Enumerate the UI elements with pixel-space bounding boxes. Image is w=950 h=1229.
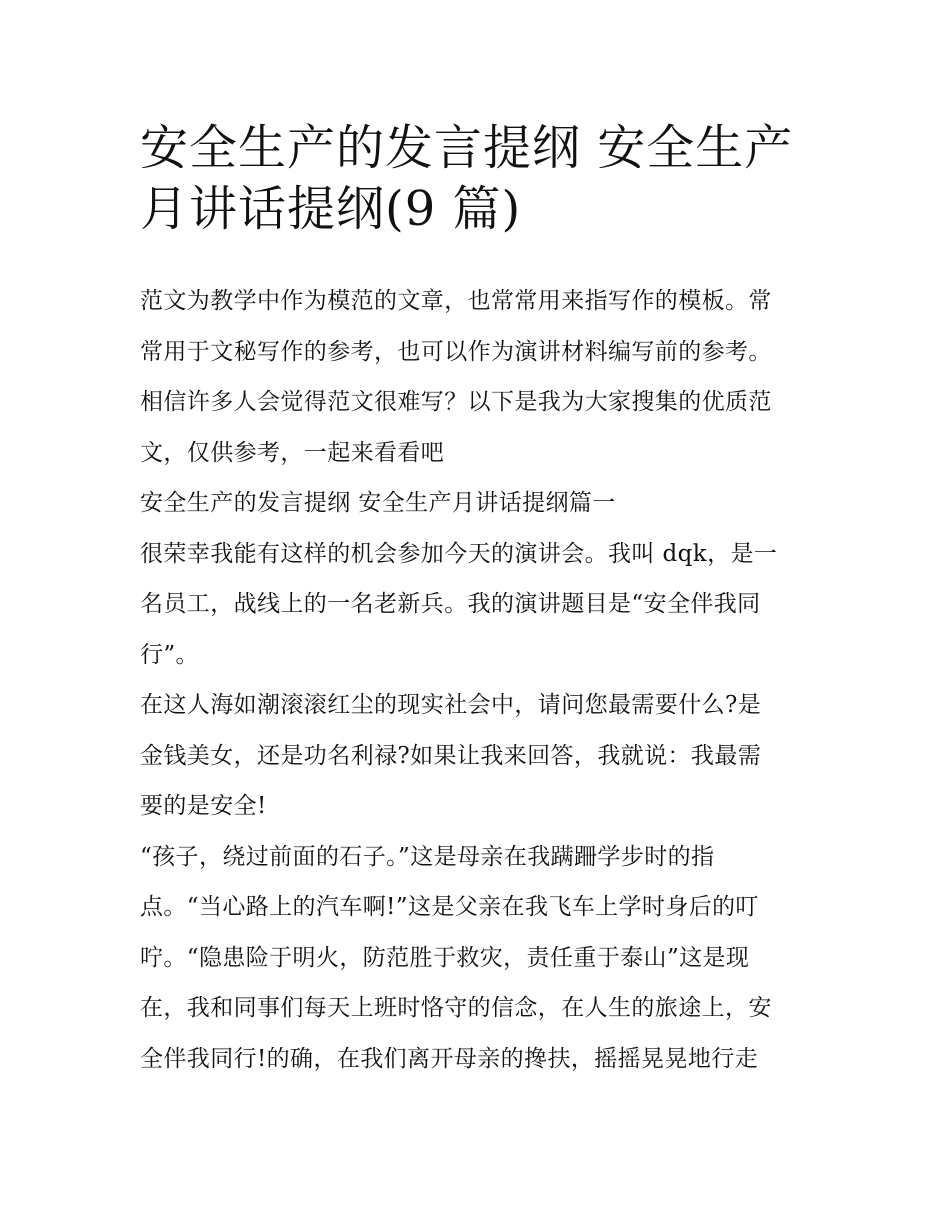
paragraph-line: 咛。“隐患险于明火，防范胜于救灾，责任重于泰山”这是现	[140, 944, 750, 971]
paragraph-line: 名员工，战线上的一名老新兵。我的演讲题目是“安全伴我同	[140, 591, 761, 617]
title-line-1: 安全生产的发言提纲 安全生产	[140, 120, 794, 176]
paragraph-line: 要的是安全!	[140, 793, 267, 819]
title-line-2: 月讲话提纲(9 篇)	[140, 181, 522, 237]
paragraph-line: 很荣幸我能有这样的机会参加今天的演讲会。我叫 dqk，是一	[140, 540, 778, 567]
intro-line-2: 常用于文秘写作的参考，也可以作为演讲材料编写前的参考。	[140, 338, 772, 365]
paragraph-line: 在这人海如潮滚滚红尘的现实社会中，请问您最需要什么?是	[140, 692, 762, 718]
document-title	[140, 118, 830, 240]
intro-line-3: 相信许多人会觉得范文很难写？以下是我为大家搜集的优质范	[140, 389, 772, 415]
paragraph-line: 点。“当心路上的汽车啊!”这是父亲在我飞车上学时身后的叮	[140, 894, 759, 920]
document-body	[140, 280, 830, 1088]
paragraph-line: 行”。	[140, 641, 199, 668]
intro-line-4: 文，仅供参考，一起来看看吧	[140, 439, 445, 466]
paragraph-line: 金钱美女，还是功名利禄?如果让我来回答，我就说：我最需	[140, 742, 762, 769]
paragraph-line: “孩子，绕过前面的石子。”这是母亲在我蹒跚学步时的指	[140, 843, 715, 870]
section-heading: 安全生产的发言提纲 安全生产月讲话提纲篇一	[140, 490, 616, 516]
paragraph-line: 全伴我同行!的确，在我们离开母亲的搀扶，摇摇晃晃地行走	[140, 1045, 759, 1072]
intro-line-1: 范文为教学中作为模范的文章，也常常用来指写作的模板。常	[140, 288, 772, 314]
paragraph-line: 在，我和同事们每天上班时恪守的信念，在人生的旅途上，安	[140, 995, 772, 1021]
